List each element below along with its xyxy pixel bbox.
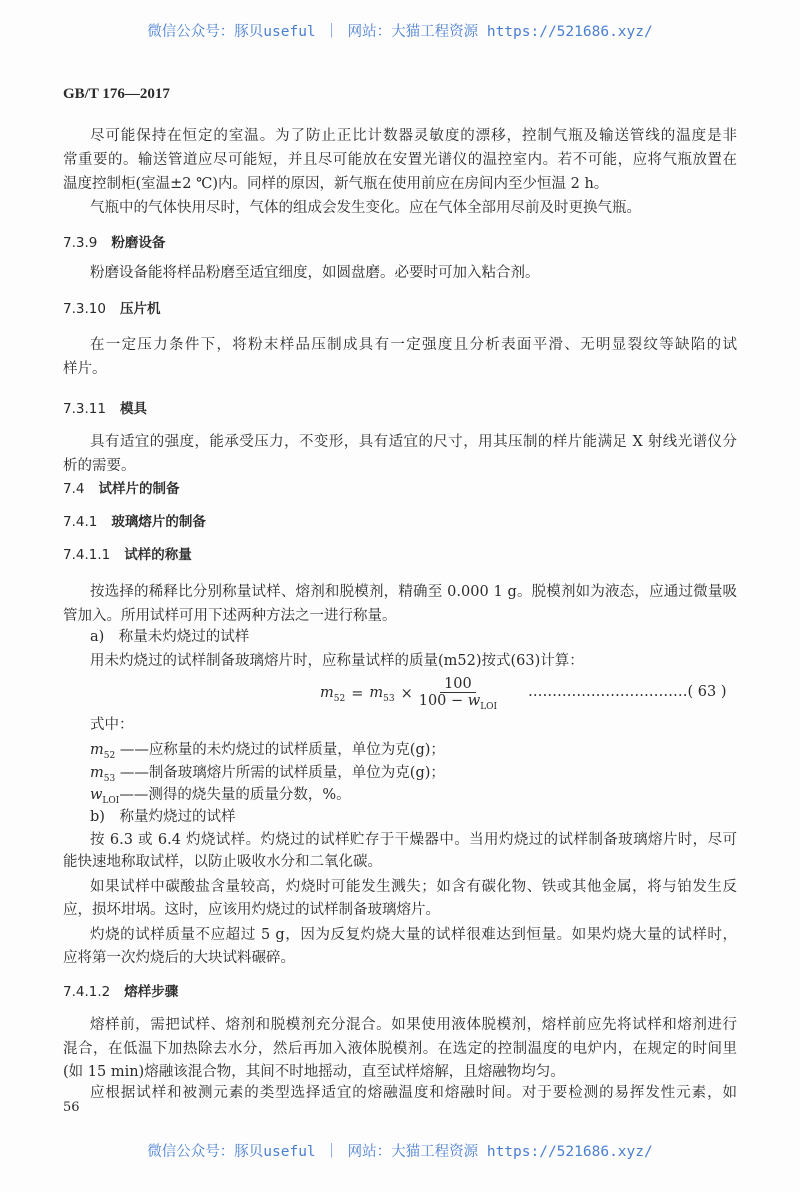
paragraph-line: 应将第一次灼烧后的大块试料碾碎。 [63, 950, 295, 966]
section-heading-7-4: 7.4 试样片的制备 [63, 481, 180, 497]
paragraph-line: 样片。 [63, 361, 107, 377]
section-heading-7-4-1-1: 7.4.1.1 试样的称量 [63, 547, 192, 563]
formula-63: $m_{52}$ = $m_{53}$ × $\frac{100}{100 - w_{LOI}}$ [320, 676, 498, 712]
paragraph-line: 能快速地称取试样，以防止吸收水分和二氧化碳。 [63, 854, 382, 870]
page-number: 56 [63, 1100, 80, 1115]
paragraph-line: 析的需要。 [63, 458, 136, 474]
paragraph-line: 灼烧的试样质量不应超过 5 g，因为反复灼烧大量的试样很难达到恒量。如果灼烧大量的试样时， [90, 927, 737, 943]
paragraph-line: 按 6.3 或 6.4 灼烧试样。灼烧过的试样贮存于干燥器中。当用灼烧过的试样制备玻璃熔片时，尽可 [90, 832, 737, 848]
symbol-definition: $w_{LOI}——$测得的烧失量的质量分数，%。 [90, 787, 351, 806]
paragraph-line: 尽可能保持在恒定的室温。为了防止正比计数器灵敏度的漂移，控制气瓶及输送管线的温度是非 [90, 128, 737, 144]
equation-number: ……………………………( 63 ) [528, 684, 727, 700]
section-heading-7-3-9: 7.3.9 粉磨设备 [63, 235, 166, 251]
standard-header: GB/T 176—2017 [63, 86, 170, 102]
paragraph-line: 在一定压力条件下，将粉末样品压制成具有一定强度且分析表面平滑、无明显裂纹等缺陷的试 [90, 337, 737, 353]
paragraph-line: 熔样前，需把试样、熔剂和脱模剂充分混合。如果使用液体脱模剂，熔样前应先将试样和熔剂进行 [90, 1017, 737, 1033]
section-heading-7-3-10: 7.3.10 压片机 [63, 301, 161, 317]
paragraph-line: 如果试样中碳酸盐含量较高，灼烧时可能发生溅失；如含有碳化物、铁或其他金属，将与铂发生反 [90, 879, 737, 895]
paragraph-line: 按选择的稀释比分别称量试样、熔剂和脱模剂，精确至 0.000 1 g。脱模剂如为液态，应通过微量吸 [90, 584, 737, 600]
paragraph-line: 温度控制柜(室温±2 ℃)内。同样的原因，新气瓶在使用前应在房间内至少恒温 2 h。 [63, 176, 609, 192]
paragraph-line: 粉磨设备能将样品粉磨至适宜细度，如圆盘磨。必要时可加入粘合剂。 [90, 265, 540, 281]
paragraph-line: 应根据试样和被测元素的类型选择适宜的熔融温度和熔融时间。对于要检测的易挥发性元素，如 [90, 1085, 737, 1101]
paragraph-line: 气瓶中的气体快用尽时，气体的组成会发生变化。应在气体全部用尽前及时更换气瓶。 [90, 200, 641, 216]
where-label: 式中： [90, 717, 134, 733]
list-item-b: b) 称量灼烧过的试样 [90, 809, 236, 825]
section-heading-7-3-11: 7.3.11 模具 [63, 401, 147, 417]
section-heading-7-4-1-2: 7.4.1.2 熔样步骤 [63, 984, 179, 1000]
paragraph-line: 用未灼烧过的试样制备玻璃熔片时，应称量试样的质量(m52)按式(63)计算： [90, 653, 584, 669]
paragraph-line: 具有适宜的强度，能承受压力，不变形，具有适宜的尺寸，用其压制的样片能满足 X 射线光谱仪分 [90, 434, 737, 450]
paragraph-line: 管加入。所用试样可用下述两种方法之一进行称量。 [63, 608, 397, 624]
list-item-a: a) 称量未灼烧过的试样 [90, 629, 250, 645]
watermark-top: 微信公众号：豚贝useful ｜ 网站：大猫工程资源 https://521686.xyz/ [147, 24, 653, 40]
section-heading-7-4-1: 7.4.1 玻璃熔片的制备 [63, 514, 206, 530]
paragraph-line: 混合，在低温下加热除去水分，然后再加入液体脱模剂。在选定的控制温度的电炉内，在规定的时间里 [63, 1041, 737, 1057]
symbol-definition: $m_{52}$ ——应称量的未灼烧过的试样质量，单位为克(g)； [90, 742, 445, 761]
paragraph-line: (如 15 min)熔融该混合物，其间不时地摇动，直至试样熔解，且熔融物均匀。 [63, 1064, 565, 1080]
symbol-definition: $m_{53}$ ——制备玻璃熔片所需的试样质量，单位为克(g)； [90, 765, 445, 784]
paragraph-line: 应，损坏坩埚。这时，应该用灼烧过的试样制备玻璃熔片。 [63, 902, 440, 918]
watermark-bottom: 微信公众号：豚贝useful ｜ 网站：大猫工程资源 https://521686.xyz/ [147, 1144, 653, 1160]
paragraph-line: 常重要的。输送管道应尽可能短，并且尽可能放在安置光谱仪的温控室内。若不可能，应将气瓶放置在 [63, 152, 737, 168]
